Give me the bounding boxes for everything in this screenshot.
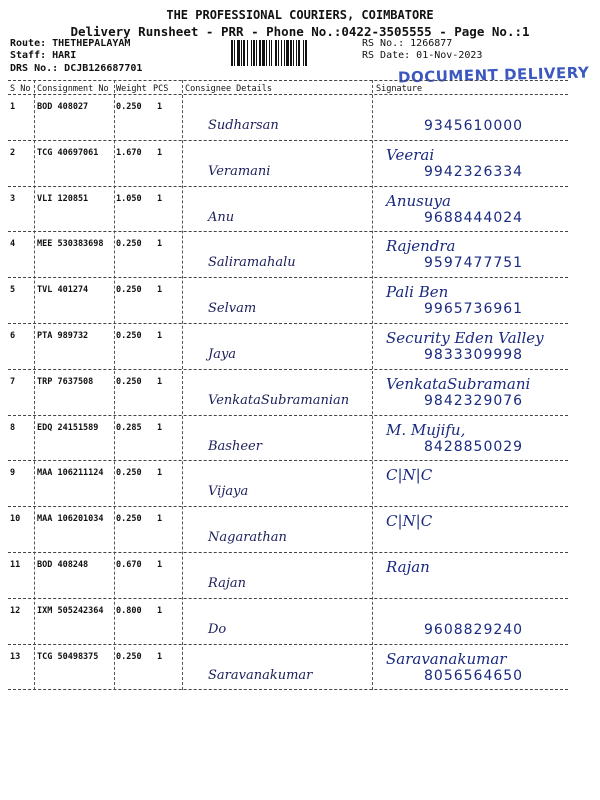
row-phone: 9688444024 bbox=[424, 209, 524, 226]
row-divider bbox=[8, 644, 568, 645]
row-pcs: 1 bbox=[157, 239, 163, 250]
row-consignee-handwritten: Basheer bbox=[208, 438, 262, 454]
row-signature: Rajan bbox=[386, 558, 430, 576]
barcode-bar bbox=[259, 40, 261, 66]
table-top-rule bbox=[8, 80, 568, 81]
row-weight: 1.050 bbox=[116, 193, 142, 204]
row-weight: 0.250 bbox=[116, 102, 142, 112]
row-phone: 9608829240 bbox=[424, 621, 524, 638]
row-phone: 9833309998 bbox=[424, 347, 524, 363]
row-sno: 9 bbox=[10, 468, 16, 479]
row-consignment-no: BOD 408027 bbox=[37, 102, 89, 112]
header-consignee: Consignee Details bbox=[185, 84, 272, 94]
barcode-bar bbox=[293, 40, 294, 66]
header-sno: S No bbox=[10, 84, 31, 94]
row-consignee-handwritten: Vijaya bbox=[208, 484, 249, 500]
row-pcs: 1 bbox=[157, 193, 163, 204]
barcode-bar bbox=[237, 40, 240, 66]
row-sno: 3 bbox=[10, 193, 16, 204]
row-signature: Pali Ben bbox=[386, 283, 449, 302]
row-signature: M. Mujifu, bbox=[386, 420, 466, 439]
company-title: THE PROFESSIONAL COURIERS, COIMBATORE bbox=[166, 8, 434, 22]
barcode-bar bbox=[303, 40, 304, 66]
row-consignee-handwritten: Selvam bbox=[208, 301, 257, 317]
row-consignment-no: TVL 401274 bbox=[37, 285, 89, 296]
row-weight: 0.250 bbox=[116, 514, 142, 525]
rs-date: RS Date: 01-Nov-2023 bbox=[362, 50, 483, 61]
row-signature: VenkataSubramani bbox=[386, 374, 531, 393]
row-sno: 13 bbox=[10, 651, 21, 662]
barcode-bar bbox=[305, 40, 307, 66]
row-sno: 2 bbox=[10, 147, 16, 158]
row-phone: 9597477751 bbox=[424, 255, 524, 272]
row-signature: Saravanakumar bbox=[386, 649, 507, 668]
row-divider bbox=[8, 552, 568, 553]
row-consignee-handwritten: Nagarathan bbox=[208, 530, 287, 546]
row-weight: 1.670 bbox=[116, 147, 142, 158]
barcode-bar bbox=[290, 40, 292, 66]
drs-number: DRS No.: DCJB126687701 bbox=[10, 63, 143, 74]
row-phone: 8056564650 bbox=[424, 667, 524, 684]
row-phone: 9965736961 bbox=[424, 301, 524, 318]
barcode-bar bbox=[266, 40, 267, 66]
barcode-bar bbox=[298, 40, 300, 66]
row-pcs: 1 bbox=[157, 102, 163, 112]
row-pcs: 1 bbox=[157, 651, 163, 662]
row-pcs: 1 bbox=[157, 376, 163, 387]
barcode-bar bbox=[262, 40, 265, 66]
document-delivery-stamp: DOCUMENT DELIVERY bbox=[397, 63, 590, 87]
row-consignment-no: MEE 530383698 bbox=[37, 239, 104, 250]
row-consignee-handwritten: Sudharsan bbox=[208, 118, 279, 133]
staff-label: Staff: HARI bbox=[10, 50, 77, 61]
row-weight: 0.670 bbox=[116, 560, 142, 570]
row-weight: 0.250 bbox=[116, 376, 142, 387]
row-signature: Security Eden Valley bbox=[386, 329, 544, 347]
barcode-bar bbox=[275, 40, 277, 66]
row-sno: 6 bbox=[10, 331, 16, 341]
row-pcs: 1 bbox=[157, 422, 163, 433]
header-signature: Signature bbox=[376, 84, 423, 94]
row-divider bbox=[8, 140, 568, 141]
barcode-bar bbox=[251, 40, 252, 66]
barcode-bar bbox=[243, 40, 245, 66]
row-consignee-handwritten: Jaya bbox=[208, 347, 237, 362]
row-divider bbox=[8, 506, 568, 507]
row-phone: 8428850029 bbox=[424, 438, 524, 455]
row-divider bbox=[8, 415, 568, 416]
row-pcs: 1 bbox=[157, 560, 163, 570]
barcode-bar bbox=[269, 40, 270, 66]
row-signature: C|N|C bbox=[386, 466, 433, 485]
header-bottom-rule bbox=[8, 94, 568, 95]
row-sno: 10 bbox=[10, 514, 21, 525]
row-divider bbox=[8, 598, 568, 599]
header-pcs: PCS bbox=[153, 84, 169, 94]
route-label: Route: THETHEPALAYAM bbox=[10, 38, 131, 49]
barcode-bar bbox=[241, 40, 242, 66]
row-sno: 5 bbox=[10, 285, 16, 296]
row-consignee-handwritten: Rajan bbox=[208, 576, 246, 591]
row-weight: 0.250 bbox=[116, 331, 142, 341]
row-sno: 1 bbox=[10, 102, 16, 112]
row-pcs: 1 bbox=[157, 285, 163, 296]
row-consignment-no: IXM 505242364 bbox=[37, 605, 104, 616]
row-weight: 0.250 bbox=[116, 468, 142, 479]
row-signature: C|N|C bbox=[386, 512, 433, 531]
row-weight: 0.250 bbox=[116, 285, 142, 296]
row-consignee-handwritten: Anu bbox=[208, 209, 235, 225]
row-pcs: 1 bbox=[157, 605, 163, 616]
barcode-bar bbox=[247, 40, 248, 66]
row-pcs: 1 bbox=[157, 514, 163, 525]
row-phone: 9842329076 bbox=[424, 392, 524, 409]
barcode-bar bbox=[271, 40, 272, 66]
row-consignment-no: PTA 989732 bbox=[37, 331, 89, 341]
barcode-bar bbox=[231, 40, 233, 66]
row-divider bbox=[8, 369, 568, 370]
row-consignment-no: VLI 120851 bbox=[37, 193, 89, 204]
row-divider bbox=[8, 689, 568, 690]
row-weight: 0.250 bbox=[116, 239, 142, 250]
row-consignment-no: TRP 7637508 bbox=[37, 376, 94, 387]
row-consignee-handwritten: Veramani bbox=[208, 163, 271, 179]
row-divider bbox=[8, 277, 568, 278]
row-sno: 12 bbox=[10, 605, 21, 616]
barcode-image bbox=[230, 40, 358, 66]
row-phone: 9942326334 bbox=[424, 163, 524, 180]
row-consignment-no: MAA 106201034 bbox=[37, 514, 104, 525]
barcode-bar bbox=[284, 40, 285, 66]
row-weight: 0.250 bbox=[116, 651, 142, 662]
row-phone: 9345610000 bbox=[424, 118, 524, 134]
row-consignment-no: BOD 408248 bbox=[37, 560, 89, 570]
row-weight: 0.800 bbox=[116, 605, 142, 616]
row-divider bbox=[8, 186, 568, 187]
row-pcs: 1 bbox=[157, 147, 163, 158]
barcode-bar bbox=[281, 40, 282, 66]
barcode-bar bbox=[278, 40, 279, 66]
row-sno: 11 bbox=[10, 560, 21, 570]
row-pcs: 1 bbox=[157, 468, 163, 479]
row-consignee-handwritten: Saravanakumar bbox=[208, 667, 313, 683]
runsheet-subtitle: Delivery Runsheet - PRR - Phone No.:0422-3505555 - Page No.:1 bbox=[70, 24, 530, 39]
row-divider bbox=[8, 231, 568, 232]
row-divider bbox=[8, 323, 568, 324]
row-sno: 8 bbox=[10, 422, 16, 433]
row-consignment-no: EDQ 24151589 bbox=[37, 422, 99, 433]
row-consignment-no: TCG 50498375 bbox=[37, 651, 99, 662]
rs-number: RS No.: 1266877 bbox=[362, 38, 453, 49]
row-consignee-handwritten: VenkataSubramanian bbox=[208, 392, 350, 408]
header-consignment: Consignment No bbox=[37, 84, 109, 94]
header-weight: Weight bbox=[116, 84, 147, 94]
row-signature: Veerai bbox=[386, 145, 435, 164]
barcode-bar bbox=[286, 40, 289, 66]
row-weight: 0.285 bbox=[116, 422, 142, 433]
row-sno: 4 bbox=[10, 239, 16, 250]
row-sno: 7 bbox=[10, 376, 16, 387]
row-consignment-no: TCG 40697061 bbox=[37, 147, 99, 158]
row-consignment-no: MAA 106211124 bbox=[37, 468, 104, 479]
row-pcs: 1 bbox=[157, 331, 163, 341]
row-signature: Anusuya bbox=[386, 191, 451, 210]
barcode-bar bbox=[256, 40, 257, 66]
row-consignee-handwritten: Saliramahalu bbox=[208, 255, 296, 271]
barcode-bar bbox=[296, 40, 297, 66]
row-consignee-handwritten: Do bbox=[208, 621, 227, 637]
barcode-bar bbox=[253, 40, 255, 66]
barcode-bar bbox=[234, 40, 235, 66]
row-signature: Rajendra bbox=[386, 237, 456, 256]
row-divider bbox=[8, 460, 568, 461]
